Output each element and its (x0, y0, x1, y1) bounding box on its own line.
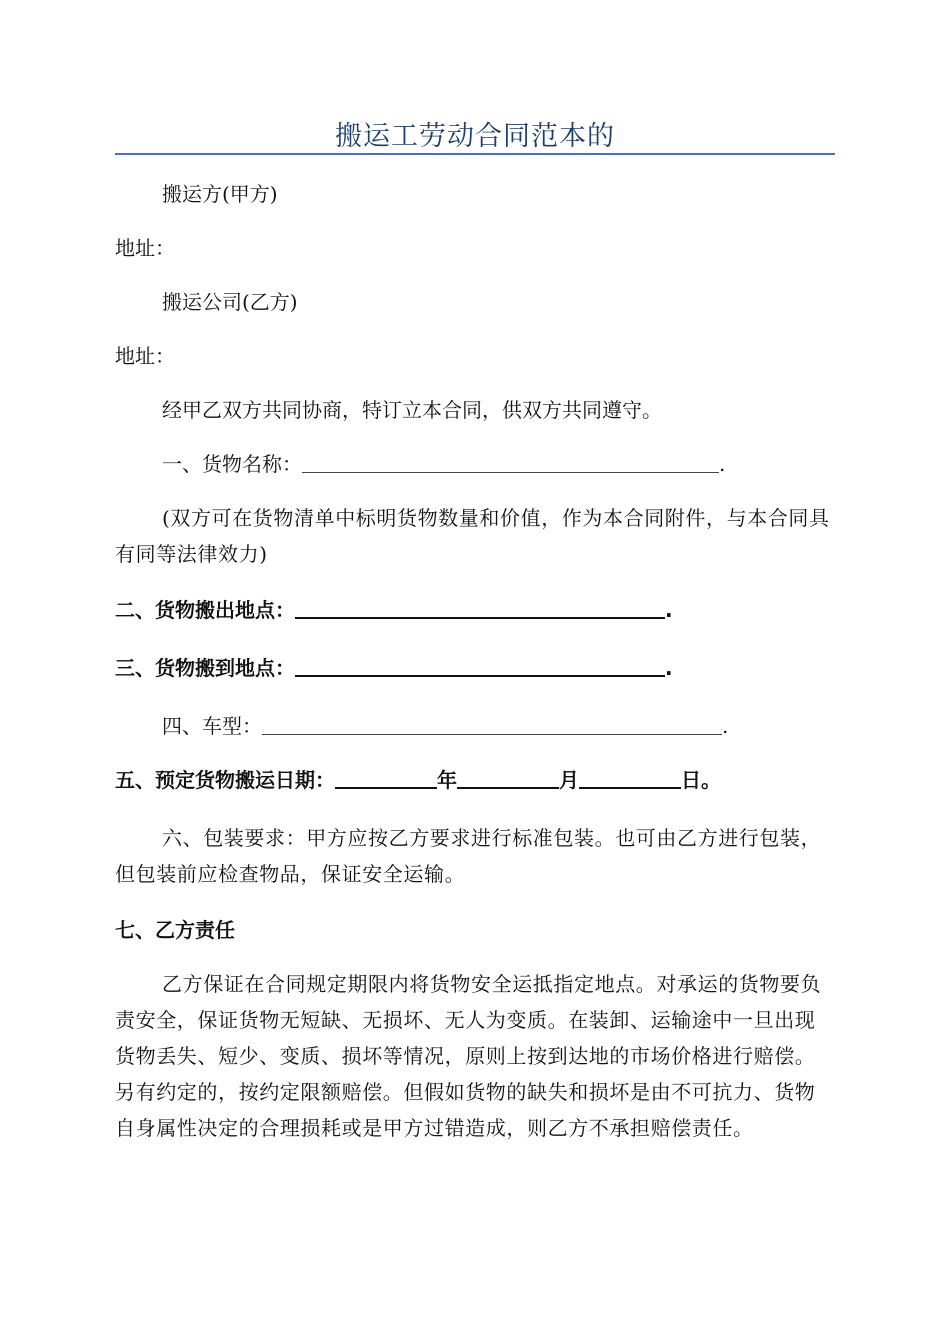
clause-3-label: 三、货物搬到地点： (115, 656, 295, 680)
clause-1-label: 一、货物名称： (162, 452, 302, 476)
goods-name-blank (302, 448, 719, 473)
month-label: 月 (559, 768, 579, 792)
month-blank (457, 763, 559, 789)
clause-1-end: . (719, 452, 726, 476)
clause-5-label: 五、预定货物搬运日期： (115, 768, 335, 792)
year-label: 年 (437, 768, 457, 792)
clause-6-packaging: 六、包装要求：甲方应按乙方要求进行标准包装。也可由乙方进行包装，但包装前应检查物品，保证安全运输。 (115, 826, 822, 886)
origin-blank (295, 593, 665, 619)
clause-7-heading: 七、乙方责任 (115, 918, 235, 942)
party-b-address: 地址： (115, 344, 175, 368)
clause-7-body: 乙方保证在合同规定期限内将货物安全运抵指定地点。对承运的货物要负责安全，保证货物无短缺、无损坏、无人为变质。在装卸、运输途中一旦出现货物丢失、短少、变质、损坏等情况，原则上按到达地的市场价格进行赔偿。另有约定的，按约定限额赔偿。但假如货物的缺失和损坏是由不可抗力、货物自身属性决定的合理损耗或是甲方过错造成，则乙方不承担赔偿责任。 (115, 972, 822, 1140)
party-a-address: 地址： (115, 236, 175, 260)
clause-2-end: . (665, 598, 673, 622)
intro-paragraph: 经甲乙双方共同协商，特订立本合同，供双方共同遵守。 (162, 398, 662, 422)
clause-1-goods-name (162, 446, 835, 482)
clause-2-origin (115, 592, 835, 628)
clause-3-destination (115, 650, 835, 686)
party-b-line: 搬运公司(乙方) (162, 290, 298, 314)
party-a-line: 搬运方(甲方) (162, 182, 278, 206)
year-blank (335, 763, 437, 789)
day-label: 日。 (681, 768, 721, 792)
clause-1-note: (双方可在货物清单中标明货物数量和价值，作为本合同附件，与本合同具有同等法律效力) (115, 506, 830, 566)
destination-blank (295, 651, 665, 677)
clause-3-end: . (665, 656, 673, 680)
vehicle-blank (262, 710, 722, 735)
title-underline (115, 153, 835, 155)
document-title: 搬运工劳动合同范本的 (335, 121, 615, 152)
clause-4-vehicle (162, 708, 835, 744)
clause-5-date (115, 762, 835, 798)
clause-2-label: 二、货物搬出地点： (115, 598, 295, 622)
day-blank (579, 763, 681, 789)
clause-4-label: 四、车型： (162, 714, 262, 738)
clause-4-end: . (722, 714, 729, 738)
